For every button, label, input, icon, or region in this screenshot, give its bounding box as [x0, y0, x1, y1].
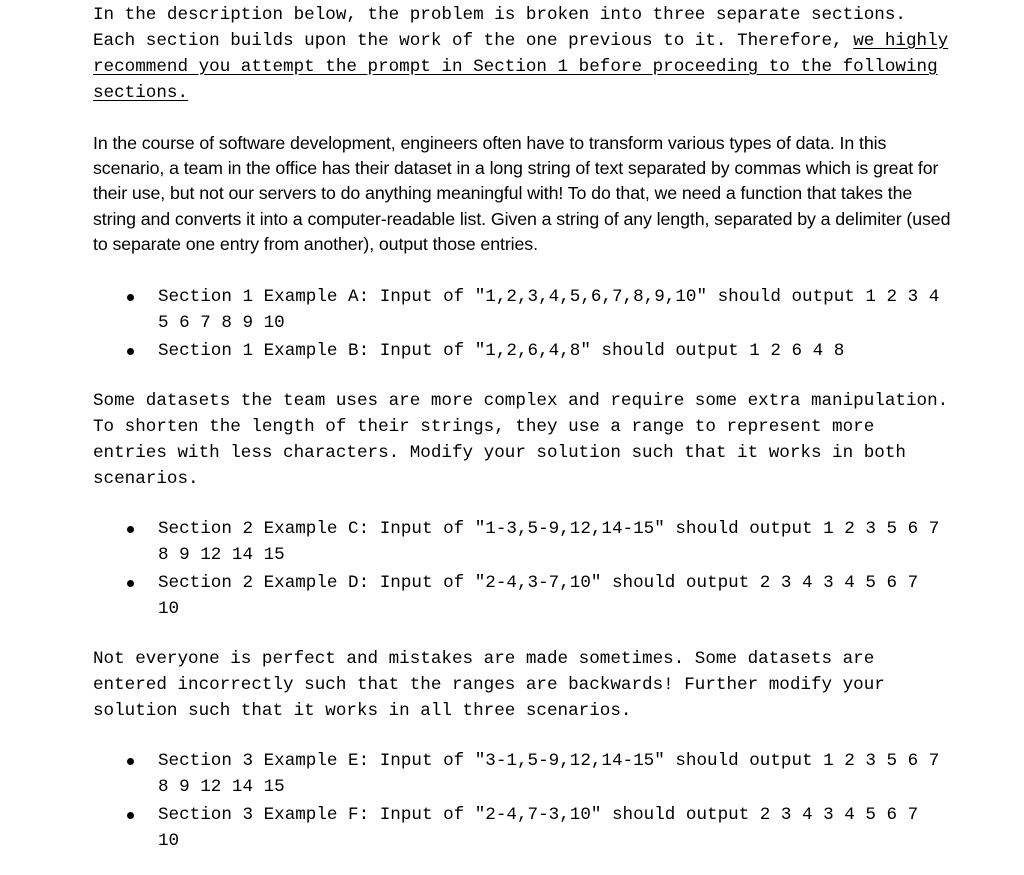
section-2-paragraph: Some datasets the team uses are more complex and require some extra manipulation. To shorten the length of their strings, they use a range to represent more entries with less characters. Modify your solution such that it works in both scenarios.	[93, 391, 949, 490]
example-b-text: Section 1 Example B: Input of "1,2,6,4,8" should output 1 2 6 4 8	[158, 341, 845, 362]
list-item	[93, 748, 948, 800]
list-item	[93, 570, 948, 622]
section-1-examples	[93, 284, 953, 364]
intro-text: In the description below, the problem is broken into three separate sections. Each section builds upon the work of the one previous to it. Therefore,	[93, 5, 906, 51]
bullet-icon	[127, 294, 134, 301]
intro-recommendation-underlined: we highly recommend you attempt the prompt in Section 1 before proceeding to the following sections.	[93, 31, 949, 103]
bullet-icon	[127, 758, 134, 765]
list-item	[93, 284, 948, 336]
bullet-icon	[127, 526, 134, 533]
list-item	[93, 338, 948, 364]
example-f-text: Section 3 Example F: Input of "2-4,7-3,10" should output 2 3 4 3 4 5 6 7 10	[158, 805, 919, 852]
example-d-text: Section 2 Example D: Input of "2-4,3-7,10" should output 2 3 4 3 4 5 6 7 10	[158, 573, 919, 620]
example-c-text: Section 2 Example C: Input of "1-3,5-9,12,14-15" should output 1 2 3 5 6 7 8 9 12 14 15	[158, 519, 940, 566]
intro-paragraph	[93, 2, 953, 106]
bullet-icon	[127, 348, 134, 355]
list-item	[93, 802, 948, 854]
section-3-examples	[93, 748, 953, 854]
section-3-paragraph: Not everyone is perfect and mistakes are made sometimes. Some datasets are entered incorrectly such that the ranges are backwards! Further modify your solution such that it works in all three scenarios.	[93, 649, 885, 722]
problem-document	[93, 2, 953, 854]
list-item	[93, 516, 948, 568]
section-2-examples	[93, 516, 953, 622]
example-a-text: Section 1 Example A: Input of "1,2,3,4,5,6,7,8,9,10" should output 1 2 3 4 5 6 7 8 9 10	[158, 287, 940, 334]
example-e-text: Section 3 Example E: Input of "3-1,5-9,12,14-15" should output 1 2 3 5 6 7 8 9 12 14 15	[158, 751, 940, 798]
bullet-icon	[127, 812, 134, 819]
scenario-paragraph: In the course of software development, engineers often have to transform various types of data. In this scenario, a team in the office has their dataset in a long string of text separated by commas which is great for their use, but not our servers to do anything meaningful with! To do that, we need a function that takes the string and converts it into a computer-readable list. Given a string of any length, separated by a delimiter (used to separate one entry from another), output those entries.	[93, 133, 951, 254]
bullet-icon	[127, 580, 134, 587]
